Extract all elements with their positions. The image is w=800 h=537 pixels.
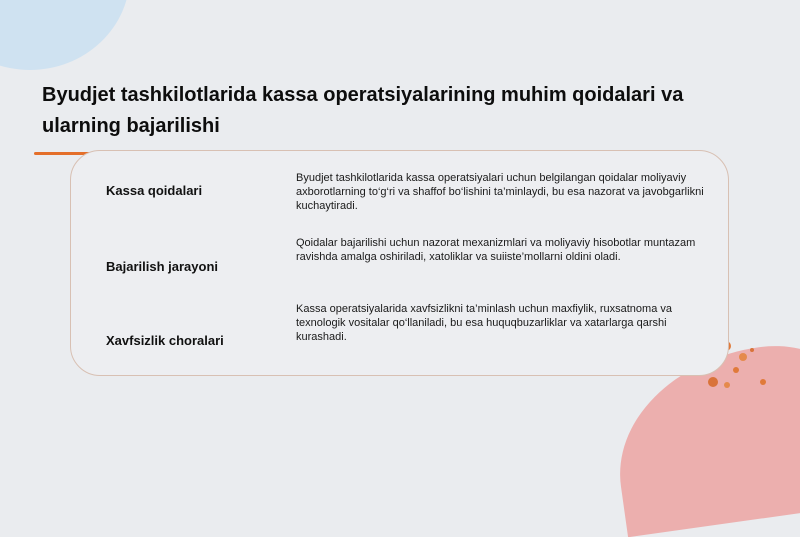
page-title: Byudjet tashkilotlarida kassa operatsiyalarining muhim qoidalari va ularning bajarilishi [42, 84, 684, 137]
row-text-xavfsizlik-choralari: Kassa operatsiyalarida xavfsizlikni ta’minlash uchun maxfiylik, ruxsatnoma va texnologik vositalar qo‘llaniladi, bu esa huquqbuzarliklar va xatarlarga qarshi kurashadi. [296, 303, 672, 343]
row-text-kassa-qoidalari: Byudjet tashkilotlarida kassa operatsiyalari uchun belgilangan qoidalar moliyaviy axborotlarning to‘g‘ri va shaffof bo‘lishini ta’minlaydi, bu esa nazorat va javobgarlikni kuchaytiradi. [296, 172, 704, 212]
row-label-kassa-qoidalari: Kassa qoidalari [106, 183, 203, 198]
row-label-xavfsizlik-choralari: Xavfsizlik choralari [106, 333, 224, 348]
row-label-bajarilish-jarayoni: Bajarilish jarayoni [106, 259, 218, 274]
row-text-bajarilish-jarayoni: Qoidalar bajarilishi uchun nazorat mexanizmlari va moliyaviy hisobotlar muntazam ravishda amalga oshiriladi, xatoliklar va suiiste’mollarni oldini oladi. [296, 237, 696, 263]
